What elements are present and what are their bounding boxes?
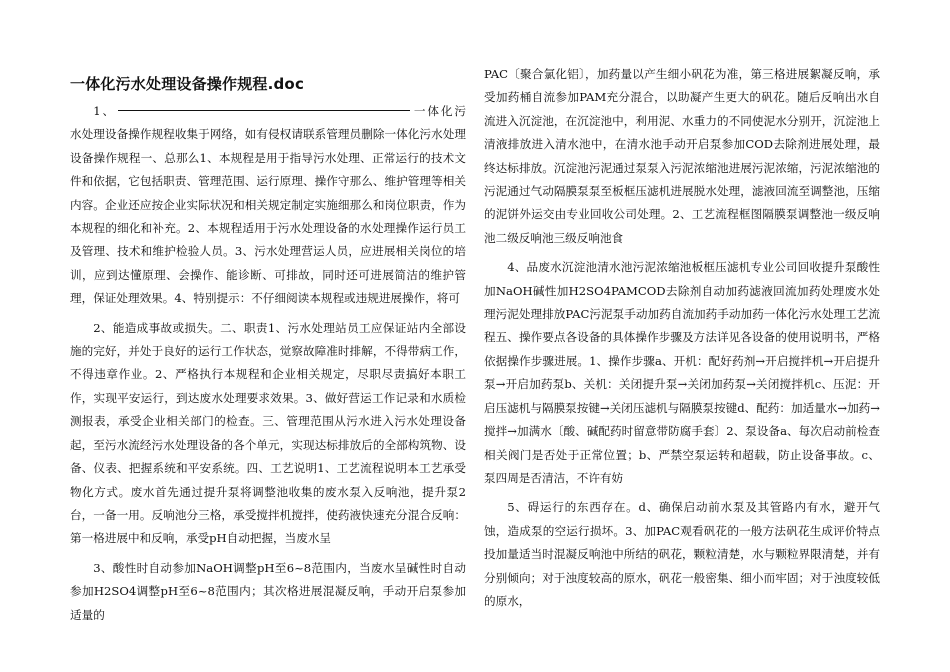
paragraph-1-number: 1、 — [93, 104, 116, 118]
paragraph-5: 5、碍运行的东西存在。d、确保启动前水泵及其管路内有水，避开气蚀，造成泵的空运行损坏。3、加PAC观看矾花的一般方法矾花生成评价特点投加量适当时混凝反响池中所结的矾花，颗粒清楚，水与颗粒界限清楚，并有分别倾向；对于浊度较高的原水，矾花一般密集、细小而牢固；对于浊度较低的原水， — [484, 500, 880, 608]
paragraph-1-body: 一体化污水处理设备操作规程收集于网络，如有侵权请联系管理员删除一体化污水处理设备操作规程一、总那么1、本规程是用于指导污水处理、正常运行的技术文件和依据，它包括职责、管理范围、运行原理、操作守那么、维护管理等相关内容。企业还应按企业实际状况和相关规定制定实施细那么和岗位职责，作为本规程的细化和补充。2、本规程适用于污水处理设备的水处理操作运行员工及管理、技术和维护检验人员。3、污水处理营运人员，应进展相关岗位的培训，应到达懂原理、会操作、能诊断、可排故，同时还可进展简洁的维护管理，保证处理效果。4、特别提示：不仔细阅读本规程或违规进展操作，将可 — [70, 104, 466, 306]
paragraph-2: 2、能造成事故或损失。二、职责1、污水处理站员工应保证站内全部设施的完好，并处于良好的运行工作状态，觉察故障准时排解，不得带病工作，不得违章作业。2、严格执行本规程和企业相关规定，尽职尽责搞好本职工作，实现平安运行，到达废水处理要求效果。3、做好营运工作记录和水质检测报表，承受企业相关部门的检查。三、管理范围从污水进入污水处理设备起，至污水流经污水处理设备的各个单元，实现达标排放后的全部构筑物、设备、仪表、把握系统和平安系统。四、工艺说明1、工艺流程说明本工艺承受物化方式。废水首先通过提升泵将调整池收集的废水泵入反响池，提升泵2台，一备一用。反响池分三格，承受搅拌机搅拌，使药液快速充分混合反响：第一格进展中和反响，承受pH自动把握，当废水呈 — [70, 320, 466, 546]
left-column — [70, 62, 466, 633]
paragraph-3-continued: PAC〔聚合氯化铝〕，加药量以产生细小矾花为准，第三格进展絮凝反响，承受加药桶自流参加PAM充分混合，以助凝产生更大的矾花。随后反响出水自流进入沉淀池，在沉淀池中，利用泥、水重力的不同使泥水分别开，沉淀池上清液排放进入清水池中，在清水池手动开启泵参加COD去除剂进展处理，最终达标排放。沉淀池污泥通过泵泵入污泥浓缩池进展污泥浓缩，污泥浓缩池的污泥通过气动隔膜泵泵至板框压滤机进展脱水处理，滤液回流至调整池，压缩的泥饼外运交由专业回收公司处理。2、工艺流程框图隔膜泵调整池一级反响池二级反响池三级反响池食 — [484, 67, 880, 245]
right-column — [484, 63, 880, 619]
paragraph-3: 3、酸性时自动参加NaOH调整pH至6~8范围内，当废水呈碱性时自动参加H2SO4调整pH至6~8范围内；其次格进展混凝反响，手动开启泵参加适量的 — [70, 560, 466, 622]
paragraph-1 — [70, 100, 466, 311]
document-title: 一体化污水处理设备操作规程.doc — [70, 75, 305, 93]
underline-rule — [118, 109, 410, 111]
paragraph-4: 4、品废水沉淀池清水池污泥浓缩池板框压滤机专业公司回收提升泵酸性加NaOH碱性加H2SO4PAMCOD去除剂自动加药滤液回流加药处理废水处理污泥处理排放PAC污泥泵手动加药自流加药手动加药一体化污水处理工艺流程五、操作要点各设备的具体操作步骤及方法详见各设备的使用说明书，严格依据操作步骤进展。1、操作步骤a、开机：配好药剂→开启搅拌机→开启提升泵→开启加药泵b、关机：关闭提升泵→关闭加药泵→关闭搅拌机c、压泥：开启压滤机与隔膜泵按键→关闭压滤机与隔膜泵按键d、配药：加适量水→加药→搅拌→加满水〔酸、碱配药时留意带防腐手套〕2、泵设备a、每次启动前检查相关阀门是否处于正常位置；b、严禁空泵运转和超载，防止设备事故。c、泵四周是否清洁，不许有妨 — [484, 260, 880, 485]
